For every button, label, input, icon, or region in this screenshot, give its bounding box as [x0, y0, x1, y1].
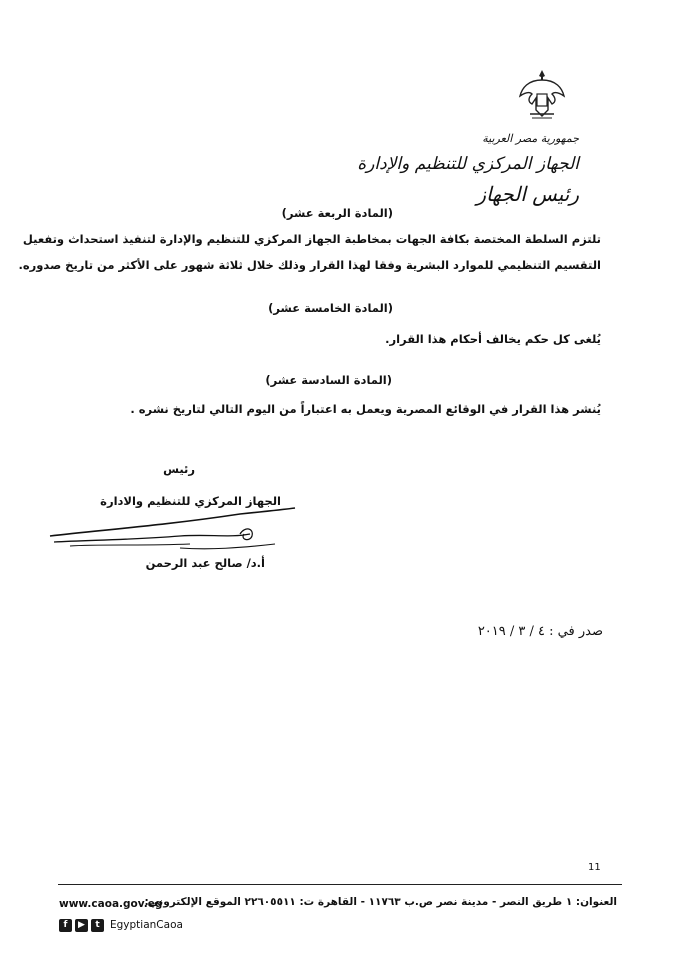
page-number: 11 — [588, 862, 601, 873]
article-15-text: يُلغى كل حكم يخالف أحكام هذا القرار. — [385, 332, 601, 346]
social-links — [59, 918, 183, 932]
issue-date: صدر في : ٤ / ٣ / ٢٠١٩ — [477, 624, 603, 639]
article-14-line-1: تلتزم السلطة المختصة بكافة الجهات بمخاطبة الجهاز المركزي للتنظيم والإدارة لتنفيذ استحداث وتفعيل — [22, 232, 601, 246]
youtube-icon[interactable]: ▶ — [75, 919, 88, 932]
article-14-title: (المادة الربعة عشر) — [281, 206, 393, 220]
eagle-emblem-icon — [518, 68, 566, 120]
facebook-icon[interactable]: f — [59, 919, 72, 932]
footer-divider — [58, 884, 622, 885]
handwritten-signature — [40, 500, 300, 560]
header-agency: الجهاز المركزي للتنظيم والإدارة — [357, 154, 579, 174]
article-16-text: يُنشر هذا القرار في الوقائع المصرية ويعمل به اعتباراً من اليوم التالي لتاريخ نشره . — [130, 402, 601, 416]
header-country: جمهورية مصر العربية — [482, 132, 579, 145]
signatory-role: رئيس — [163, 462, 195, 476]
twitter-icon[interactable]: t — [91, 919, 104, 932]
signatory-agency: الجهاز المركزي للتنظيم والادارة — [100, 494, 281, 508]
article-16-title: (المادة السادسة عشر) — [265, 373, 392, 387]
signatory-name: أ.د/ صالح عبد الرحمن — [145, 556, 265, 570]
social-handle: EgyptianCaoa — [110, 919, 183, 931]
footer-website-link[interactable]: www.caoa.gov.eg — [59, 898, 163, 910]
article-14-line-2: التقسيم التنظيمي للموارد البشرية وفقا لهذا القرار وذلك خلال ثلاثة شهور على الأكثر من تاريخ صدوره. — [18, 258, 601, 272]
article-15-title: (المادة الخامسة عشر) — [268, 301, 393, 315]
header-head-title: رئيس الجهاز — [476, 182, 579, 206]
footer-address: العنوان: ١ طريق النصر - مدينة نصر ص.ب ١١٧٦٣ - القاهرة ت: ٢٢٦٠٥٥١١ الموقع الإلكتروني: — [144, 896, 617, 908]
